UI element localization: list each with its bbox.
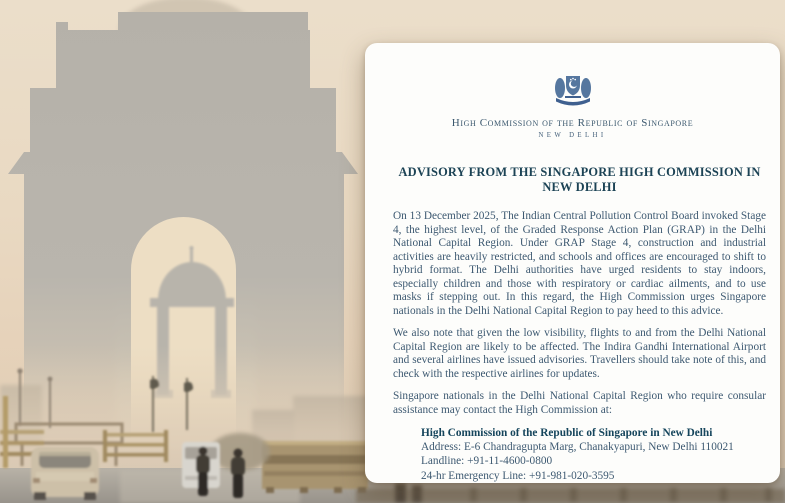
contact-emergency-line: 24-hr Emergency Line: +91-981-020-3595	[421, 469, 615, 482]
contact-landline: Landline: +91-11-4600-0800	[421, 455, 553, 468]
advisory-document	[365, 43, 780, 483]
advisory-paragraph: On 13 December 2025, The Indian Central Pollution Control Board invoked Stage 4, the highest level, of the Graded Response Action Plan (GRAP) in the Delhi National Capital Region. Under GRAP Stage 4, construction and industrial activities are heavily restricted, and schools and offices are encouraged to shift to hybrid format. The Delhi authorities have urged residents to stay indoors, especially children and those with respiratory or cardiac ailments, and to use masks if stepping out. In this regard, the High Commission urges Singapore nationals in the Delhi National Capital Region to pay heed to this advice.	[393, 210, 766, 317]
singapore-coat-of-arms-icon	[551, 73, 595, 107]
letterhead-org-name: High Commission of the Republic of Singapore	[451, 117, 694, 129]
advisory-paragraph: We also note that given the low visibility, flights to and from the Delhi National Capital Region are likely to be affected. The Indira Gandhi International Airport and several airlines have issued advisories. Travellers should take note of this, and check with the respective airlines for updates.	[393, 327, 766, 380]
advisory-title: ADVISORY FROM THE SINGAPORE HIGH COMMISSION IN NEW DELHI	[398, 165, 761, 194]
letterhead-crest	[393, 73, 752, 112]
contact-address: Address: E-6 Chandragupta Marg, Chanakyapuri, New Delhi 110021	[421, 441, 734, 454]
advisory-paragraph: Singapore nationals in the Delhi National Capital Region who require consular assistance may contact the High Commission at:	[393, 390, 766, 416]
letterhead-location: NEW DELHI	[538, 132, 607, 139]
contact-block	[421, 426, 766, 483]
car	[31, 447, 99, 500]
contact-heading: High Commission of the Republic of Singapore in New Delhi	[421, 427, 713, 439]
